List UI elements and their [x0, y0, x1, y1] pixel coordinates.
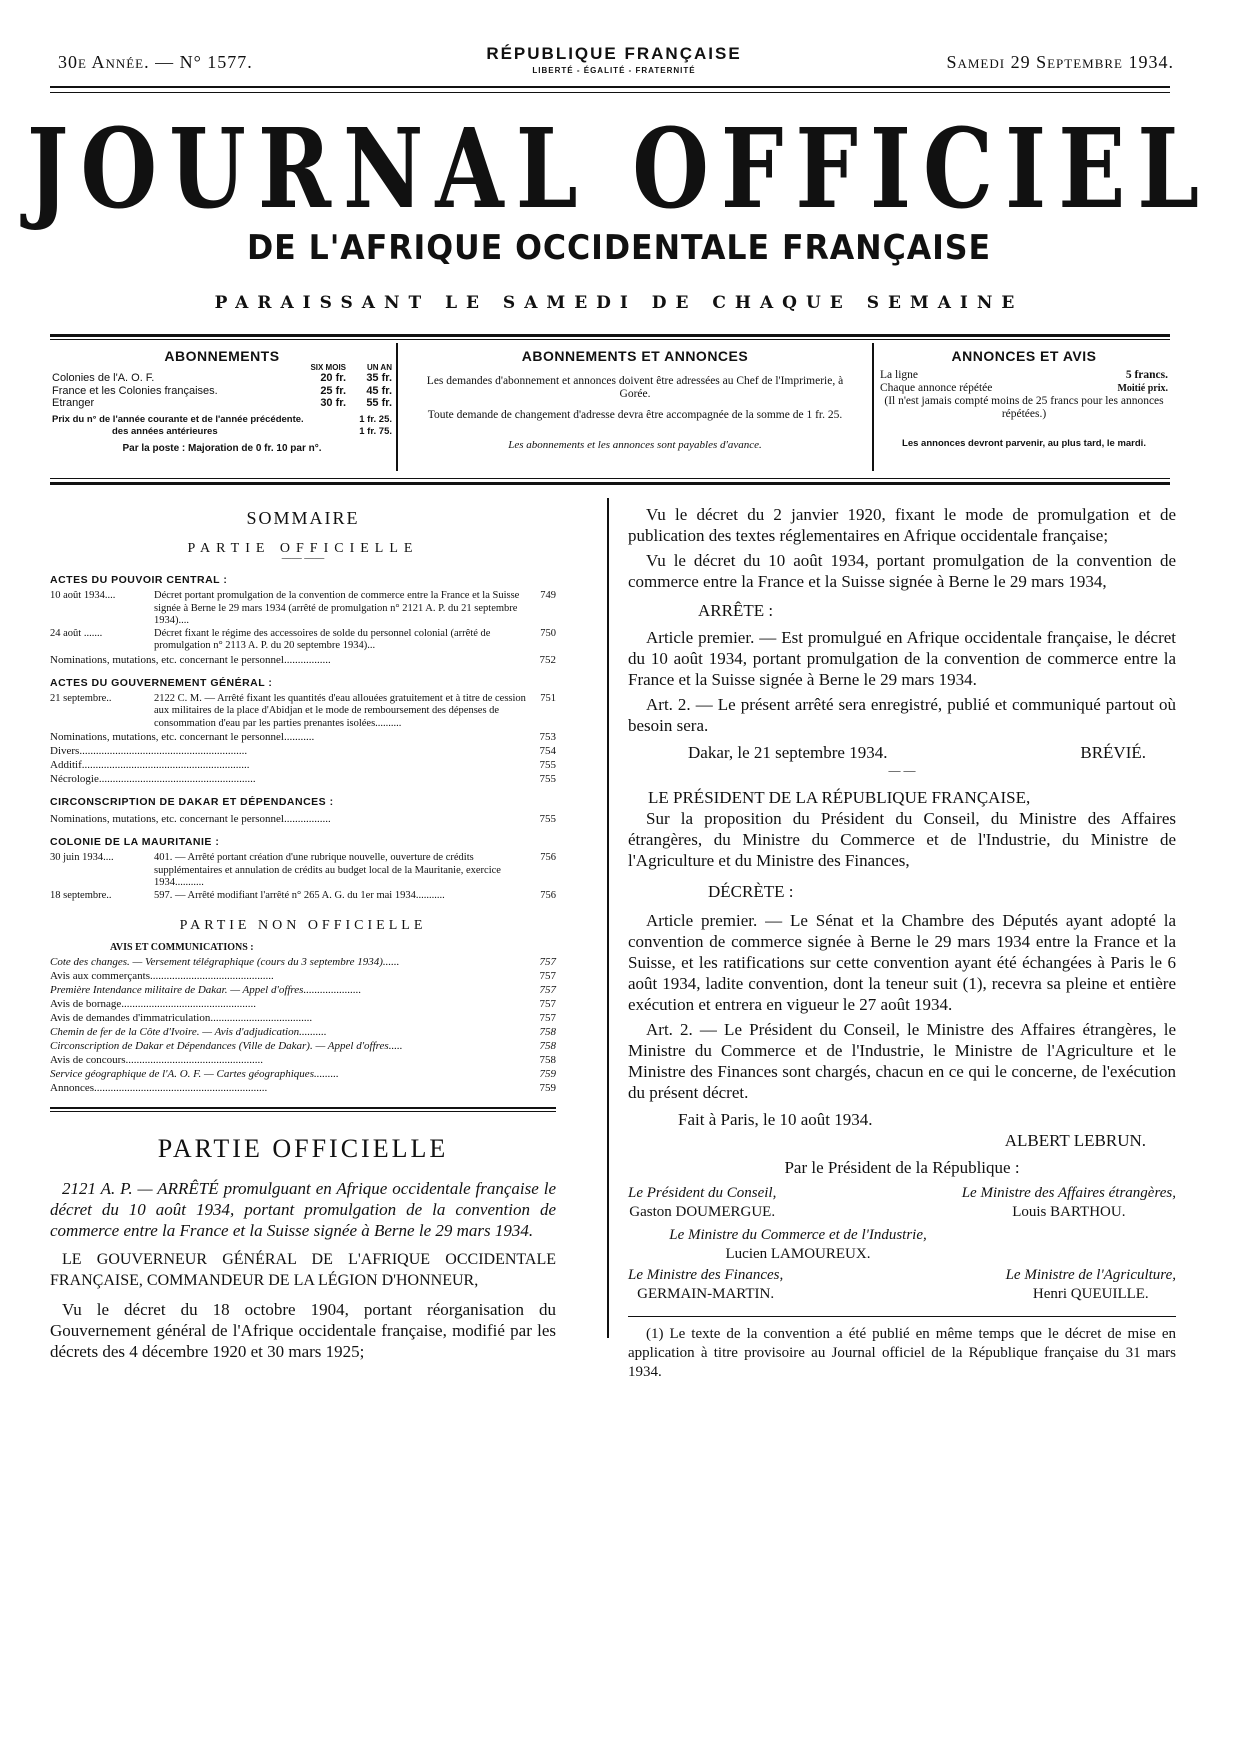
right-column	[628, 504, 1176, 1386]
abonnements-col-headers	[52, 363, 392, 372]
box-separator	[396, 343, 398, 471]
sig-title: Le Président du Conseil,	[628, 1185, 777, 1201]
toc-text: Nécrologie.........................................................	[50, 773, 256, 785]
toc-text: Avis aux commerçants.............................................	[50, 970, 274, 982]
sig-affaires-etrangeres	[962, 1184, 1176, 1222]
toc-text: Nominations, mutations, etc. concernant le personnel...........	[50, 731, 315, 743]
toc-page: 759	[539, 1068, 556, 1080]
annonces-avis-box	[880, 343, 1168, 471]
annonces-minimum-note: (Il n'est jamais compté moins de 25 francs pour les annonces répétées.)	[884, 395, 1164, 420]
col-header-an: UN AN	[366, 363, 392, 372]
col-header-six: SIX MOIS	[310, 363, 346, 372]
annonces-payables: Les abonnements et les annonces sont payables d'avance.	[508, 439, 762, 451]
issue-number: 30e Année. — N° 1577.	[58, 52, 253, 72]
signatures-row-3	[628, 1266, 1176, 1304]
sig-title: Le Ministre du Commerce et de l'Industrie,	[669, 1227, 927, 1243]
avis-heading: AVIS ET COMMUNICATIONS :	[110, 942, 254, 953]
poste-row	[52, 443, 392, 456]
abonnements-title: ABONNEMENTS	[164, 348, 280, 364]
toc-line	[50, 772, 556, 786]
tarif-label: Etranger	[52, 397, 95, 409]
left-column	[50, 498, 556, 1370]
subscription-boxes	[50, 343, 1170, 471]
toc-text: Additif.............................................................	[50, 759, 250, 771]
toc-text: Chemin de fer de la Côte d'Ivoire. — Avis d'adjudication..........	[50, 1026, 327, 1038]
toc-page: 750	[540, 627, 556, 639]
president-republique: LE PRÉSIDENT DE LA RÉPUBLIQUE FRANÇAISE,	[648, 788, 1031, 807]
toc-page: 754	[539, 745, 556, 757]
toc-entry	[50, 852, 556, 890]
par-le-president: Par le Président de la République :	[784, 1158, 1020, 1177]
toc-text: Circonscription de Dakar et Dépendances (Ville de Dakar). — Appel d'offres.....	[50, 1040, 403, 1052]
sig-name: Lucien LAMOUREUX.	[725, 1246, 871, 1262]
sommaire-partie-non-officielle: PARTIE NON OFFICIELLE	[179, 918, 427, 933]
sommaire-partie-officielle: PARTIE OFFICIELLE	[187, 541, 419, 556]
tarif-row	[52, 397, 392, 410]
annonces-adresse: Les demandes d'abonnement et annonces doivent être adressées au Chef de l'Imprimerie, à Gorée.	[426, 375, 844, 400]
decret-article-2: Art. 2. — Le Président du Conseil, le Ministre des Affaires étrangères, le Ministre du Commerce et de l'Industrie, le Ministre de l'Agriculture et le Ministre des Finances sont chargés, chacun en ce qui le concerne, de l'exécution du présent décret.	[628, 1020, 1176, 1102]
section-heading: ACTES DU GOUVERNEMENT GÉNÉRAL :	[50, 676, 273, 689]
toc-text: Annonces...............................................................	[50, 1082, 268, 1094]
vu-decret-1934: Vu le décret du 10 août 1934, portant promulgation de la convention de commerce entre la France et la Suisse signée à Berne le 29 mars 1934,	[628, 551, 1176, 591]
sommaire-end-rule-thin	[50, 1111, 556, 1112]
header-bar	[50, 44, 1178, 74]
toc-line	[50, 955, 556, 969]
sig-title: Le Ministre des Affaires étrangères,	[961, 1185, 1176, 1201]
toc-line	[50, 983, 556, 997]
toc-entry	[50, 693, 556, 731]
lieu-date-dakar: Dakar, le 21 septembre 1934.	[688, 743, 888, 762]
toc-line	[50, 1025, 556, 1039]
decorative-dash: — —	[888, 763, 916, 777]
decorative-dash: —— ——	[281, 553, 325, 564]
toc-page: 757	[539, 956, 556, 968]
arrete-heading: ARRÊTE :	[698, 601, 774, 620]
toc-date: 24 août .......	[50, 627, 103, 639]
prix-numero-label: Prix du n° de l'année courante et de l'année précédente.	[52, 413, 304, 425]
prix-numero-value: 1 fr. 25.	[359, 413, 392, 425]
masthead-tagline: PARAISSANT LE SAMEDI DE CHAQUE SEMAINE	[214, 293, 1024, 313]
toc-page: 757	[539, 970, 556, 982]
article-premier: Article premier. — Est promulgué en Afrique occidentale française, le décret du 10 août 1934, portant promulgation de la convention de commerce entre la France et la Suisse signée à Berne le 29 mars 1934.	[628, 628, 1176, 689]
sig-name: Gaston DOUMERGUE.	[629, 1204, 776, 1220]
vu-decret-1904: Vu le décret du 18 octobre 1904, portant réorganisation du Gouvernement général de l'Afrique occidentale française, modifié par les décrets des 4 décembre 1920 et 30 mars 1925;	[50, 1300, 556, 1361]
section-heading: CIRCONSCRIPTION DE DAKAR ET DÉPENDANCES :	[50, 796, 334, 808]
toc-text: Avis de demandes d'immatriculation.....................................	[50, 1012, 313, 1024]
toc-page: 758	[539, 1026, 556, 1038]
tarif-six-mois: 30 fr.	[320, 397, 346, 409]
section-heading: ACTES DU POUVOIR CENTRAL :	[50, 574, 228, 586]
toc-date: 18 septembre..	[50, 889, 112, 901]
toc-page: 755	[539, 773, 556, 785]
section-heading: COLONIE DE LA MAURITANIE :	[50, 836, 220, 848]
footnote: (1) Le texte de la convention a été publié en même temps que le décret de mise en application à titre provisoire au Journal officiel de la République française du 31 mars 1934.	[628, 1326, 1176, 1380]
article-2: Art. 2. — Le présent arrêté sera enregistré, publié et communiqué partout où besoin sera.	[628, 695, 1176, 735]
prix-anciens-value: 1 fr. 75.	[359, 426, 392, 437]
toc-line	[50, 1011, 556, 1025]
sig-title: Le Ministre des Finances,	[628, 1267, 784, 1283]
sig-president-conseil	[628, 1184, 776, 1222]
header-rule	[50, 86, 1170, 88]
sig-name: Henri QUEUILLE.	[1032, 1286, 1149, 1302]
decret-article-premier: Article premier. — Le Sénat et la Chambre des Députés ayant adopté la convention de commerce signée à Berne le 29 mars 1934 entre la France et la Suisse, et les ratifications sur cette convention ayant été échangées à Paris le 6 août 1934, ladite convention, dont la teneur suit (1), recevra sa pleine et entière exécution et entrera en vigueur le 27 août 1934.	[628, 911, 1176, 1014]
toc-page: 752	[539, 653, 556, 666]
toc-page: 751	[540, 692, 556, 704]
sur-proposition: Sur la proposition du Président du Conseil, du Ministre des Affaires étrangères, du Ministre du Commerce et de l'Industrie, du Ministre de l'Agriculture et du Ministre des Finances,	[628, 809, 1176, 870]
toc-line	[50, 730, 556, 744]
toc-date: 30 juin 1934....	[50, 852, 114, 863]
toc-page: 757	[539, 984, 556, 996]
gouverneur-general: LE GOUVERNEUR GÉNÉRAL DE L'AFRIQUE OCCIDENTALE FRANÇAISE, COMMANDEUR DE LA LÉGION D'HONNEUR,	[50, 1251, 556, 1289]
abonnements-annonces-box	[402, 343, 868, 471]
toc-page: 753	[539, 731, 556, 743]
toc-page: 755	[539, 813, 556, 825]
tarif-un-an: 55 fr.	[366, 397, 392, 409]
toc-line	[50, 1053, 556, 1067]
toc-line	[50, 1067, 556, 1081]
tarif-un-an: 45 fr.	[366, 384, 392, 397]
boxes-bottom-rule	[50, 482, 1170, 485]
toc-page: 757	[539, 998, 556, 1010]
toc-entry	[50, 890, 556, 903]
signature-lebrun: ALBERT LEBRUN.	[1004, 1131, 1146, 1150]
toc-page: 759	[539, 1082, 556, 1094]
masthead-title: JOURNAL OFFICIEL	[26, 103, 1212, 233]
tarif-label: France et les Colonies françaises.	[52, 384, 218, 397]
tarif-un-an: 35 fr.	[366, 372, 392, 384]
toc-text: Divers.............................................................	[50, 745, 248, 757]
toc-text: Avis de concours..................................................	[50, 1054, 264, 1066]
toc-page: 758	[539, 1040, 556, 1052]
toc-line	[50, 812, 556, 826]
toc-date: 21 septembre..	[50, 692, 112, 704]
tarif-six-mois: 20 fr.	[320, 372, 346, 384]
toc-line	[50, 758, 556, 772]
partie-officielle-heading: PARTIE OFFICIELLE	[157, 1134, 449, 1163]
toc-text: 597. — Arrêté modifiant l'arrêté n° 265 A. G. du 1er mai 1934...........	[154, 889, 445, 901]
sommaire-title: SOMMAIRE	[246, 508, 360, 528]
toc-page: 757	[539, 1012, 556, 1024]
toc-text: Décret fixant le régime des accessoires de solde du personnel colonial (arrêté de promulgation n° 2113 A. P. du 20 septembre 1934)...	[154, 627, 491, 651]
arrete-2121	[50, 1178, 556, 1362]
abonnements-box	[52, 343, 392, 471]
toc-line	[50, 997, 556, 1011]
vu-decret-1920: Vu le décret du 2 janvier 1920, fixant le mode de promulgation et de publication des textes réglementaires en Afrique occidentale française;	[628, 505, 1176, 545]
tarif-six-mois: 25 fr.	[320, 384, 346, 397]
toc-page: 758	[539, 1054, 556, 1066]
toc-text: Première Intendance militaire de Dakar. — Appel d'offres.....................	[50, 984, 362, 996]
signature-brevie-row	[628, 740, 1176, 763]
sig-name: Louis BARTHOU.	[1012, 1204, 1126, 1220]
boxes-top-rule	[50, 334, 1170, 337]
tarif-label: Colonies de l'A. O. F.	[52, 372, 155, 384]
footnote-rule	[628, 1316, 1176, 1317]
toc-text: Nominations, mutations, etc. concernant le personnel.................	[50, 653, 331, 666]
republic-title: RÉPUBLIQUE FRANÇAISE	[486, 44, 742, 63]
issue-date: Samedi 29 Septembre 1934.	[946, 52, 1174, 72]
sig-title: Le Ministre de l'Agriculture,	[1005, 1267, 1176, 1283]
toc-line	[50, 1039, 556, 1053]
header-rule-thin	[50, 92, 1170, 93]
ligne-label: La ligne	[880, 369, 918, 381]
toc-line	[50, 744, 556, 758]
poste-note: Par la poste : Majoration de 0 fr. 10 par n°.	[122, 442, 322, 454]
toc-line	[50, 653, 556, 667]
republic-motto: LIBERTÉ - ÉGALITÉ - FRATERNITÉ	[532, 66, 696, 75]
toc-text: Décret portant promulgation de la convention de commerce entre la France et la Suisse signée à Berne le 29 mars 1934 (arrêté de promulgation n° 2121 A. P. du 21 septembre 1934)....	[154, 590, 520, 626]
toc-line	[50, 969, 556, 983]
toc-text: Cote des changes. — Versement télégraphique (cours du 3 septembre 1934)......	[50, 956, 400, 968]
toc-date: 10 août 1934....	[50, 590, 116, 601]
signatures-row-1	[628, 1184, 1176, 1222]
prix-anciens-label: des années antérieures	[112, 426, 218, 437]
box-separator	[872, 343, 874, 471]
toc-text: 401. — Arrêté portant création d'une rubrique nouvelle, ouverture de crédits supplémentaires et annulation de crédits au budget local de la Mauritanie, exercice 1934...........	[154, 852, 501, 888]
boxes-bottom-rule-thin	[50, 478, 1170, 479]
repete-row	[880, 382, 1168, 395]
sig-name: GERMAIN-MARTIN.	[637, 1286, 775, 1302]
annonces-avis-title: ANNONCES ET AVIS	[951, 348, 1097, 364]
repete-value: Moitié prix.	[1117, 383, 1168, 394]
signature-brevie: BRÉVIÉ.	[1080, 743, 1146, 762]
repete-label: Chaque annonce répétée	[880, 382, 993, 394]
tarif-row	[52, 385, 392, 398]
arrete-title: 2121 A. P. — ARRÊTÉ promulguant en Afrique occidentale française le décret du 10 août 1934, portant promulgation de la convention de commerce entre la France et la Suisse signée à Berne le 29 mars 1934.	[50, 1179, 556, 1240]
abonnements-annonces-title: ABONNEMENTS ET ANNONCES	[521, 348, 749, 364]
sig-finances	[628, 1266, 783, 1304]
tarif-row	[52, 372, 392, 385]
annonces-changement: Toute demande de changement d'adresse devra être accompagnée de la somme de 1 fr. 25.	[427, 409, 843, 421]
boxes-top-rule-thin	[50, 339, 1170, 340]
toc-text: 2122 C. M. — Arrêté fixant les quantités d'eau allouées gratuitement et à titre de cession aux militaires de la place d'Abidjan et le mode de remboursement des dépenses de consommation d'eau par les parties prenantes isolées..........	[154, 692, 526, 729]
column-separator	[607, 498, 609, 1338]
toc-text: Service géographique de l'A. O. F. — Cartes géographiques.........	[50, 1068, 339, 1080]
ligne-row	[880, 369, 1168, 382]
ligne-value: 5 francs.	[1125, 369, 1168, 381]
sommaire-end-rule	[50, 1107, 556, 1109]
prix-anciens-row	[52, 426, 392, 439]
sig-agriculture	[1006, 1266, 1176, 1304]
toc-page: 756	[540, 852, 556, 863]
sig-commerce-industrie	[628, 1226, 968, 1264]
toc-page: 755	[539, 759, 556, 771]
prix-numero-row	[52, 414, 392, 427]
toc-page: 756	[540, 889, 556, 901]
annonces-delai: Les annonces devront parvenir, au plus tard, le mardi.	[902, 438, 1146, 449]
toc-entry	[50, 628, 556, 653]
masthead-subtitle: DE L'AFRIQUE OCCIDENTALE FRANÇAISE	[246, 228, 992, 268]
toc-line	[50, 1081, 556, 1095]
toc-page: 749	[540, 590, 556, 601]
toc-text: Avis de bornage.................................................	[50, 998, 257, 1010]
toc-text: Nominations, mutations, etc. concernant le personnel.................	[50, 813, 331, 825]
decrete-heading: DÉCRÈTE :	[708, 882, 794, 901]
toc-entry	[50, 590, 556, 628]
fait-a-paris: Fait à Paris, le 10 août 1934.	[678, 1110, 873, 1129]
